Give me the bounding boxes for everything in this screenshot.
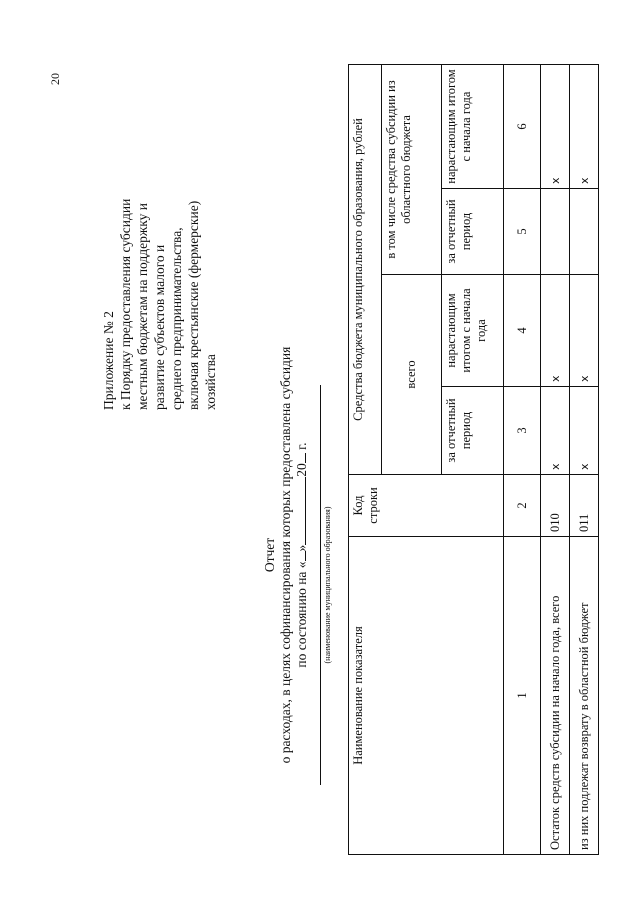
day-blank bbox=[305, 551, 306, 561]
cell-crossed: х bbox=[570, 64, 599, 188]
date-year: 20 bbox=[294, 463, 309, 477]
table-row bbox=[541, 64, 570, 854]
column-numbers-row bbox=[504, 64, 541, 854]
cumulative-header: нарастающим итогом с начала года bbox=[442, 275, 504, 387]
row-name: из них подлежат возврату в областной бюджет bbox=[570, 537, 599, 855]
indicator-header: Наименование показателя bbox=[349, 537, 504, 855]
appendix-line: среднего предпринимательства, bbox=[169, 227, 184, 410]
column-number: 6 bbox=[504, 64, 541, 188]
appendix-line: к Порядку предоставления субсидии bbox=[118, 198, 133, 410]
column-number: 2 bbox=[504, 475, 541, 537]
funds-header: Средства бюджета муниципального образования, рублей bbox=[349, 64, 382, 474]
report-date-line bbox=[294, 442, 310, 667]
municipality-caption: (наименование муниципального образования) bbox=[323, 506, 332, 664]
appendix-line: включая крестьянские (фермерские) bbox=[186, 200, 201, 410]
year-blank bbox=[305, 453, 306, 463]
report-heading bbox=[262, 245, 310, 865]
report-table bbox=[348, 64, 599, 855]
date-close: » bbox=[294, 544, 309, 552]
period-header: за отчетный период bbox=[442, 189, 504, 275]
appendix-block bbox=[100, 80, 219, 410]
cell-value bbox=[541, 189, 570, 275]
page-number: 20 bbox=[48, 73, 62, 85]
date-prefix: по состоянию на « bbox=[294, 561, 309, 668]
column-number: 3 bbox=[504, 387, 541, 475]
cell-crossed: х bbox=[570, 275, 599, 387]
column-number: 1 bbox=[504, 537, 541, 855]
cell-crossed: х bbox=[541, 64, 570, 188]
table-row bbox=[570, 64, 599, 854]
cell-crossed: х bbox=[570, 387, 599, 475]
regional-header: в том числе средства субсидии из областного бюджета bbox=[382, 64, 442, 274]
appendix-line: хозяйства bbox=[203, 354, 218, 410]
date-suffix: г. bbox=[294, 442, 309, 450]
appendix-line: местным бюджетам на поддержку и bbox=[135, 203, 150, 410]
cell-value bbox=[570, 189, 599, 275]
period-header: за отчетный период bbox=[442, 387, 504, 475]
cumulative-header: нарастающим итогом с начала года bbox=[442, 64, 504, 188]
column-number: 4 bbox=[504, 275, 541, 387]
total-header: всего bbox=[382, 275, 442, 475]
report-title: Отчет bbox=[262, 537, 277, 573]
appendix-line: развитие субъектов малого и bbox=[152, 244, 167, 410]
appendix-title: Приложение № 2 bbox=[101, 311, 116, 410]
code-header: Код строки bbox=[349, 475, 504, 537]
cell-crossed: х bbox=[541, 387, 570, 475]
table-header-row bbox=[349, 64, 382, 854]
row-code: 011 bbox=[570, 475, 599, 537]
row-code: 010 bbox=[541, 475, 570, 537]
column-number: 5 bbox=[504, 189, 541, 275]
cell-crossed: х bbox=[541, 275, 570, 387]
month-blank bbox=[305, 477, 306, 545]
report-subtitle: о расходах, в целях софинансирования которых предоставлена субсидия bbox=[278, 346, 293, 764]
municipality-line bbox=[320, 385, 321, 785]
row-name: Остаток средств субсидии на начало года, всего bbox=[541, 537, 570, 855]
